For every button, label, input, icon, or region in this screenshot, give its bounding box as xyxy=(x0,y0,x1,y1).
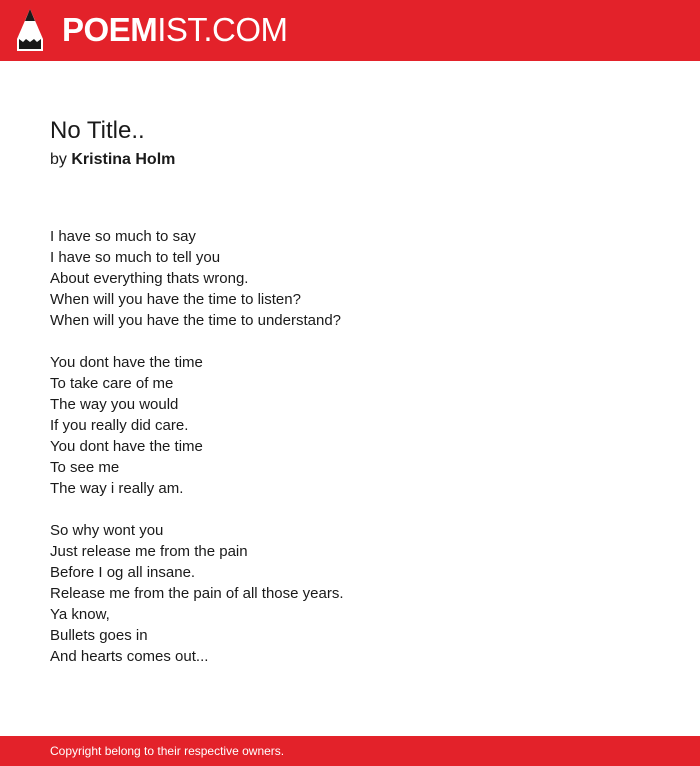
stanza xyxy=(50,352,650,499)
poem-line: The way i really am. xyxy=(50,480,184,497)
poem-content xyxy=(50,112,650,688)
poem-line: Bullets goes in xyxy=(50,627,148,644)
poem-line: So why wont you xyxy=(50,522,164,539)
poem-line: To see me xyxy=(50,459,120,476)
poem-body xyxy=(50,226,650,667)
pencil-tip-icon[interactable] xyxy=(17,9,43,51)
poem-line: Release me from the pain of all those years. xyxy=(50,585,344,602)
site-header xyxy=(0,0,700,61)
stanza xyxy=(50,226,650,331)
author-name: Kristina Holm xyxy=(71,151,176,168)
logo-text-bold: POEM xyxy=(62,11,158,48)
copyright-notice: Copyright belong to their respective owners. xyxy=(50,744,285,758)
by-label: by xyxy=(50,151,67,168)
poem-line: The way you would xyxy=(50,396,179,413)
logo-text-light: IST.COM xyxy=(157,11,288,48)
poem-line: Ya know, xyxy=(50,606,110,623)
poem-title: No Title.. xyxy=(50,117,145,144)
stanza xyxy=(50,520,650,667)
byline xyxy=(50,150,650,170)
poem-line: You dont have the time xyxy=(50,438,203,455)
poem-line: To take care of me xyxy=(50,375,174,392)
poem-line: When will you have the time to listen? xyxy=(50,291,301,308)
poem-line: And hearts comes out... xyxy=(50,648,209,665)
site-footer xyxy=(0,736,700,766)
poem-line: Before I og all insane. xyxy=(50,564,196,581)
poem-line: I have so much to say xyxy=(50,228,196,245)
poem-line: If you really did care. xyxy=(50,417,189,434)
site-logo[interactable] xyxy=(62,12,288,48)
poem-line: Just release me from the pain xyxy=(50,543,248,560)
poem-line: You dont have the time xyxy=(50,354,203,371)
poem-line: About everything thats wrong. xyxy=(50,270,249,287)
poem-line: I have so much to tell you xyxy=(50,249,221,266)
poem-line: When will you have the time to understand? xyxy=(50,312,341,329)
